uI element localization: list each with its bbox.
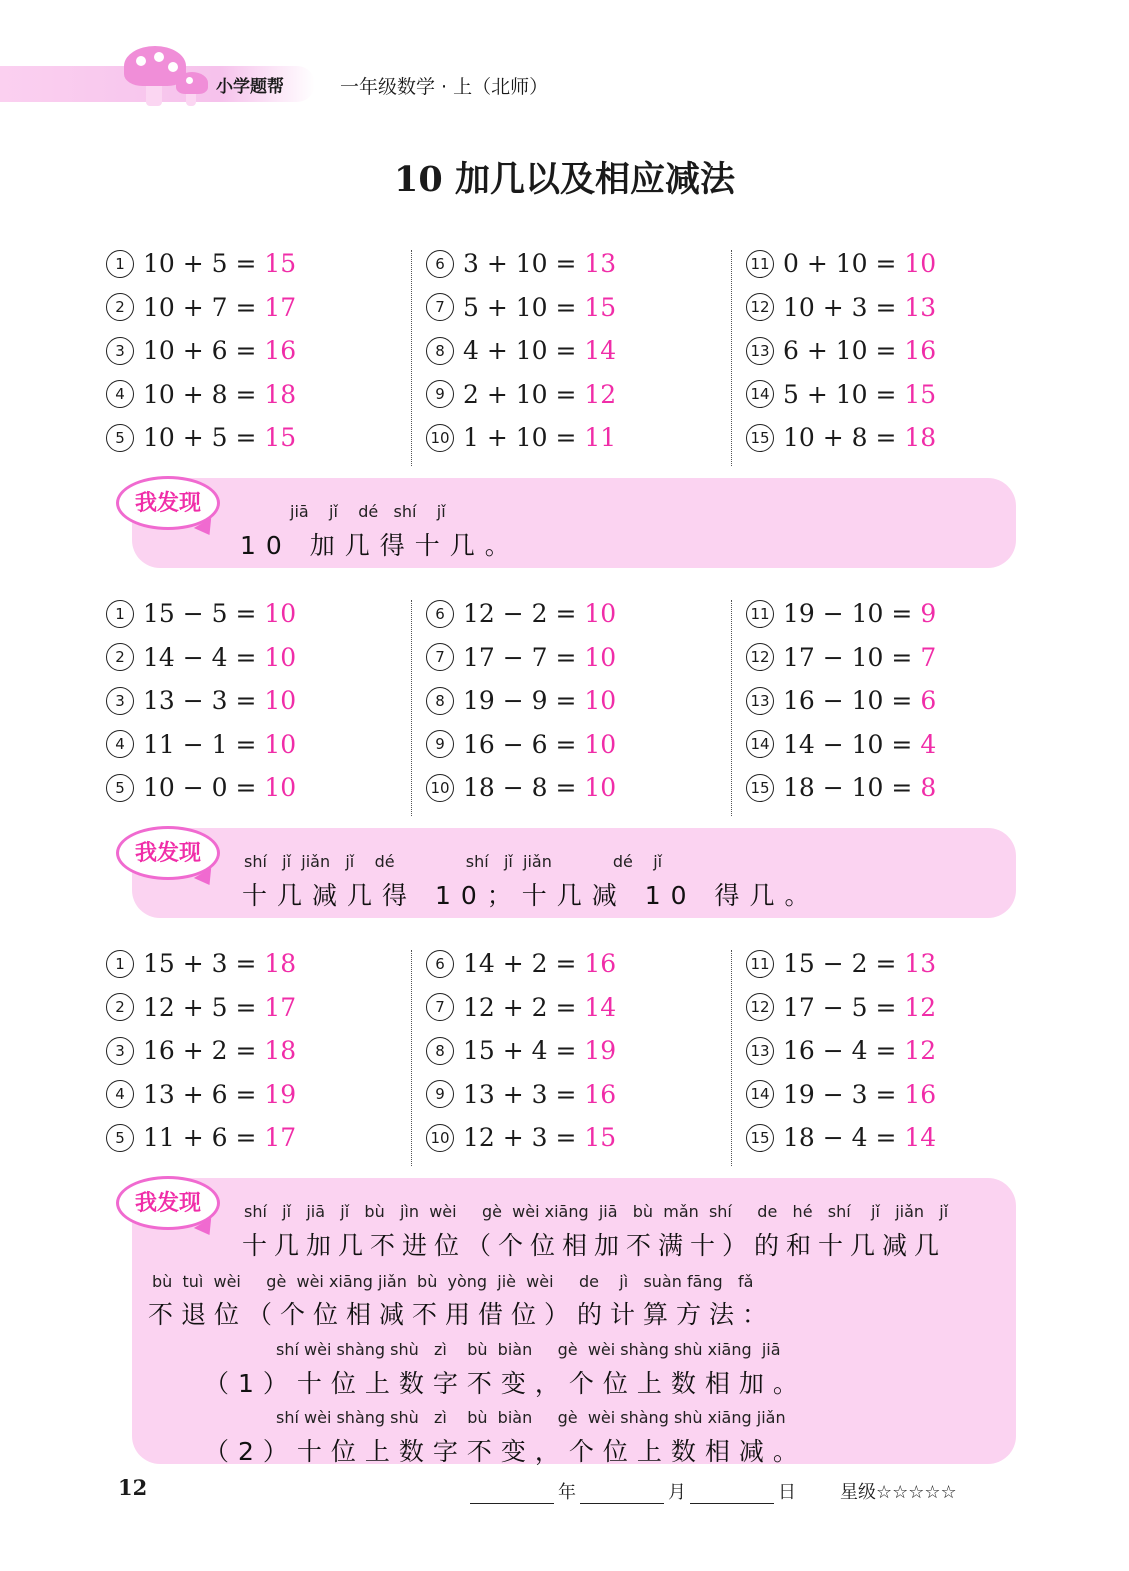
problem-expression: 18 − 4 = (783, 1123, 897, 1153)
column-divider (731, 600, 732, 816)
problem-number: 6 (426, 250, 454, 278)
problem-row (746, 286, 1046, 330)
problem-number: 12 (746, 643, 774, 671)
problem-row (106, 679, 406, 723)
pinyin-line: shí jǐ jiā jǐ bù jìn wèi gè wèi xiāng jiā bù mǎn shí de hé shí jǐ jiǎn jǐ (244, 1202, 949, 1221)
problem-expression: 15 + 4 = (463, 1036, 577, 1066)
problem-answer: 10 (264, 773, 297, 803)
problem-answer: 11 (584, 423, 617, 453)
day-blank[interactable] (690, 1485, 774, 1504)
problem-expression: 11 + 6 = (143, 1123, 257, 1153)
problem-expression: 5 + 10 = (783, 379, 897, 409)
problem-row (746, 942, 1046, 986)
problem-answer: 18 (904, 423, 937, 453)
discover-text: 10 加几得十几。 (240, 531, 520, 560)
problem-expression: 16 + 2 = (143, 1036, 257, 1066)
rule-text-line-1: 十几加几不进位（个位相加不满十）的和十几减几 (242, 1231, 947, 1260)
pinyin-line: shí wèi shàng shù zì bù biàn gè wèi shàng shù xiāng jiǎn (276, 1408, 786, 1427)
problem-expression: 10 − 0 = (143, 773, 257, 803)
problem-number: 14 (746, 380, 774, 408)
problem-expression: 17 − 5 = (783, 992, 897, 1022)
problem-number: 11 (746, 950, 774, 978)
problem-number: 12 (746, 993, 774, 1021)
rule-step-1: （1）十位上数字不变，个位上数相加。 (204, 1369, 807, 1398)
problem-answer: 16 (904, 336, 937, 366)
problem-answer: 10 (264, 729, 297, 759)
discover-box-2 (132, 828, 1016, 918)
problem-expression: 13 + 6 = (143, 1079, 257, 1109)
problem-row (106, 1029, 406, 1073)
date-fill-line (466, 1478, 796, 1504)
problem-expression: 14 − 4 = (143, 642, 257, 672)
book-title: 一年级数学 · 上（北师） (340, 76, 549, 98)
problem-number: 9 (426, 730, 454, 758)
problem-answer: 10 (264, 686, 297, 716)
problem-number: 4 (106, 730, 134, 758)
month-blank[interactable] (580, 1485, 664, 1504)
pinyin-line: shí jǐ jiǎn jǐ dé shí jǐ jiǎn dé jǐ (244, 852, 663, 871)
problem-number: 2 (106, 643, 134, 671)
problem-answer: 8 (920, 773, 937, 803)
problem-number: 15 (746, 424, 774, 452)
problem-expression: 10 + 7 = (143, 292, 257, 322)
problem-row (106, 766, 406, 810)
problem-answer: 10 (584, 729, 617, 759)
problem-number: 10 (426, 1124, 454, 1152)
problem-expression: 13 + 3 = (463, 1079, 577, 1109)
problem-row (426, 1116, 726, 1160)
problem-number: 5 (106, 424, 134, 452)
problem-answer: 13 (904, 949, 937, 978)
problem-expression: 19 − 9 = (463, 686, 577, 716)
problem-expression: 12 + 5 = (143, 992, 257, 1022)
problem-expression: 15 + 3 = (143, 949, 257, 978)
problem-row (426, 416, 726, 460)
problem-answer: 13 (904, 292, 937, 322)
problem-number: 1 (106, 600, 134, 628)
problem-answer: 14 (904, 1123, 937, 1153)
problem-expression: 19 − 10 = (783, 599, 913, 628)
problem-expression: 16 − 6 = (463, 729, 577, 759)
problem-number: 4 (106, 1080, 134, 1108)
section2-col3 (746, 592, 1046, 810)
problem-expression: 15 − 2 = (783, 949, 897, 978)
problem-answer: 10 (264, 642, 297, 672)
problem-answer: 15 (264, 423, 297, 453)
problem-expression: 10 + 3 = (783, 292, 897, 322)
problem-expression: 11 − 1 = (143, 729, 257, 759)
problem-number: 13 (746, 337, 774, 365)
problem-number: 10 (426, 774, 454, 802)
problem-answer: 16 (264, 336, 297, 366)
problem-expression: 10 + 8 = (783, 423, 897, 453)
problem-answer: 10 (904, 249, 937, 278)
problem-number: 5 (106, 1124, 134, 1152)
problem-expression: 18 − 10 = (783, 773, 913, 803)
problem-number: 6 (426, 600, 454, 628)
problem-row (426, 636, 726, 680)
problem-answer: 9 (920, 599, 937, 628)
problem-number: 2 (106, 993, 134, 1021)
problem-row (106, 1073, 406, 1117)
problem-expression: 19 − 3 = (783, 1079, 897, 1109)
problem-answer: 18 (264, 949, 297, 978)
section1-col1 (106, 242, 406, 460)
problem-expression: 14 − 10 = (783, 729, 913, 759)
problem-row (746, 373, 1046, 417)
problem-number: 11 (746, 600, 774, 628)
problem-expression: 2 + 10 = (463, 379, 577, 409)
problem-number: 2 (106, 293, 134, 321)
problem-answer: 12 (904, 992, 937, 1022)
problem-number: 9 (426, 380, 454, 408)
section3-col3 (746, 942, 1046, 1160)
rule-text-line-2: 不退位（个位相减不用借位）的计算方法： (148, 1300, 776, 1329)
problem-number: 13 (746, 1037, 774, 1065)
problem-answer: 6 (920, 686, 937, 716)
problem-row (426, 766, 726, 810)
problem-answer: 16 (584, 1079, 617, 1109)
problem-answer: 18 (264, 379, 297, 409)
problem-number: 15 (746, 1124, 774, 1152)
problem-expression: 16 − 10 = (783, 686, 913, 716)
problem-answer: 16 (904, 1079, 937, 1109)
discover-badge: 我发现 (116, 1176, 220, 1230)
problem-number: 6 (426, 950, 454, 978)
problem-expression: 10 + 5 = (143, 249, 257, 278)
problem-expression: 13 − 3 = (143, 686, 257, 716)
problem-number: 1 (106, 950, 134, 978)
problem-row (746, 723, 1046, 767)
problem-row (426, 329, 726, 373)
problem-row (426, 986, 726, 1030)
problem-number: 5 (106, 774, 134, 802)
problem-row (106, 1116, 406, 1160)
problem-answer: 15 (584, 292, 617, 322)
problem-row (426, 1073, 726, 1117)
problem-number: 3 (106, 337, 134, 365)
problem-row (746, 592, 1046, 636)
problem-row (746, 416, 1046, 460)
pinyin-line: shí wèi shàng shù zì bù biàn gè wèi shàng shù xiāng jiā (276, 1340, 781, 1359)
problem-number: 10 (426, 424, 454, 452)
problem-expression: 17 − 7 = (463, 642, 577, 672)
problem-row (106, 373, 406, 417)
rule-step-2: （2）十位上数字不变，个位上数相减。 (204, 1437, 807, 1466)
column-divider (411, 250, 412, 466)
problem-row (426, 592, 726, 636)
problem-answer: 18 (264, 1036, 297, 1066)
problem-number: 7 (426, 293, 454, 321)
discover-box-1 (132, 478, 1016, 568)
problem-answer: 14 (584, 992, 617, 1022)
problem-number: 9 (426, 1080, 454, 1108)
problem-answer: 12 (584, 379, 617, 409)
problem-expression: 10 + 5 = (143, 423, 257, 453)
problem-row (426, 242, 726, 286)
problem-row (106, 416, 406, 460)
month-label: 月 (668, 1482, 686, 1503)
problem-row (106, 986, 406, 1030)
problem-expression: 4 + 10 = (463, 336, 577, 366)
section2-col2 (426, 592, 726, 810)
problem-number: 12 (746, 293, 774, 321)
problem-answer: 10 (584, 642, 617, 672)
column-divider (411, 600, 412, 816)
problem-number: 7 (426, 643, 454, 671)
problem-number: 3 (106, 1037, 134, 1065)
problem-expression: 3 + 10 = (463, 249, 577, 278)
problem-answer: 10 (584, 599, 617, 628)
problem-number: 14 (746, 730, 774, 758)
problem-row (426, 723, 726, 767)
pinyin-line: jiā jǐ dé shí jǐ (290, 502, 446, 521)
mushroom-logo-icon (120, 42, 220, 112)
section3-col2 (426, 942, 726, 1160)
pinyin-line: bù tuì wèi gè wèi xiāng jiǎn bù yòng jiè wèi de jì suàn fāng fǎ (152, 1272, 754, 1291)
problem-answer: 15 (584, 1123, 617, 1153)
problem-expression: 5 + 10 = (463, 292, 577, 322)
problem-number: 8 (426, 337, 454, 365)
problem-row (426, 679, 726, 723)
problem-expression: 10 + 8 = (143, 379, 257, 409)
problem-row (746, 1029, 1046, 1073)
problem-answer: 4 (920, 729, 937, 759)
problem-expression: 10 + 6 = (143, 336, 257, 366)
discover-badge: 我发现 (116, 826, 220, 880)
problem-row (106, 242, 406, 286)
page-title: 10 加几以及相应减法 (394, 159, 735, 200)
problem-answer: 13 (584, 249, 617, 278)
problem-answer: 15 (904, 379, 937, 409)
problem-row (746, 766, 1046, 810)
problem-row (426, 373, 726, 417)
page-number: 12 (118, 1475, 148, 1500)
problem-answer: 16 (584, 949, 617, 978)
problem-number: 3 (106, 687, 134, 715)
problem-expression: 15 − 5 = (143, 599, 257, 628)
problem-answer: 10 (584, 773, 617, 803)
problem-expression: 14 + 2 = (463, 949, 577, 978)
problem-answer: 12 (904, 1036, 937, 1066)
problem-row (106, 286, 406, 330)
column-divider (731, 950, 732, 1166)
problem-row (746, 679, 1046, 723)
problem-answer: 7 (920, 642, 937, 672)
problem-expression: 0 + 10 = (783, 249, 897, 278)
discover-text: 十几减几得 10；十几减 10 得几。 (242, 881, 820, 910)
section1-col2 (426, 242, 726, 460)
problem-answer: 14 (584, 336, 617, 366)
problem-row (106, 942, 406, 986)
problem-answer: 15 (264, 249, 297, 278)
problem-row (106, 592, 406, 636)
star-rating[interactable]: 星级☆☆☆☆☆ (840, 1482, 957, 1503)
problem-expression: 1 + 10 = (463, 423, 577, 453)
problem-number: 8 (426, 687, 454, 715)
problem-answer: 17 (264, 292, 297, 322)
problem-number: 14 (746, 1080, 774, 1108)
problem-row (426, 942, 726, 986)
section2-col1 (106, 592, 406, 810)
problem-number: 8 (426, 1037, 454, 1065)
problem-answer: 10 (264, 599, 297, 628)
problem-row (426, 1029, 726, 1073)
problem-answer: 10 (584, 686, 617, 716)
problem-row (746, 986, 1046, 1030)
problem-answer: 17 (264, 1123, 297, 1153)
problem-number: 7 (426, 993, 454, 1021)
brand-label: 小学题帮 (216, 77, 284, 97)
problem-number: 4 (106, 380, 134, 408)
problem-expression: 18 − 8 = (463, 773, 577, 803)
column-divider (411, 950, 412, 1166)
problem-expression: 6 + 10 = (783, 336, 897, 366)
problem-answer: 19 (584, 1036, 617, 1066)
problem-row (746, 1116, 1046, 1160)
problem-expression: 12 − 2 = (463, 599, 577, 628)
problem-row (746, 636, 1046, 680)
problem-row (106, 329, 406, 373)
section1-col3 (746, 242, 1046, 460)
problem-row (106, 636, 406, 680)
discover-badge: 我发现 (116, 476, 220, 530)
section3-col1 (106, 942, 406, 1160)
year-blank[interactable] (470, 1485, 554, 1504)
problem-row (426, 286, 726, 330)
problem-number: 13 (746, 687, 774, 715)
year-label: 年 (558, 1482, 576, 1503)
problem-number: 15 (746, 774, 774, 802)
problem-row (746, 329, 1046, 373)
problem-row (106, 723, 406, 767)
problem-number: 11 (746, 250, 774, 278)
column-divider (731, 250, 732, 466)
problem-answer: 19 (264, 1079, 297, 1109)
problem-number: 1 (106, 250, 134, 278)
problem-answer: 17 (264, 992, 297, 1022)
problem-expression: 17 − 10 = (783, 642, 913, 672)
day-label: 日 (778, 1482, 796, 1503)
problem-expression: 12 + 2 = (463, 992, 577, 1022)
problem-row (746, 1073, 1046, 1117)
problem-row (746, 242, 1046, 286)
problem-expression: 16 − 4 = (783, 1036, 897, 1066)
problem-expression: 12 + 3 = (463, 1123, 577, 1153)
